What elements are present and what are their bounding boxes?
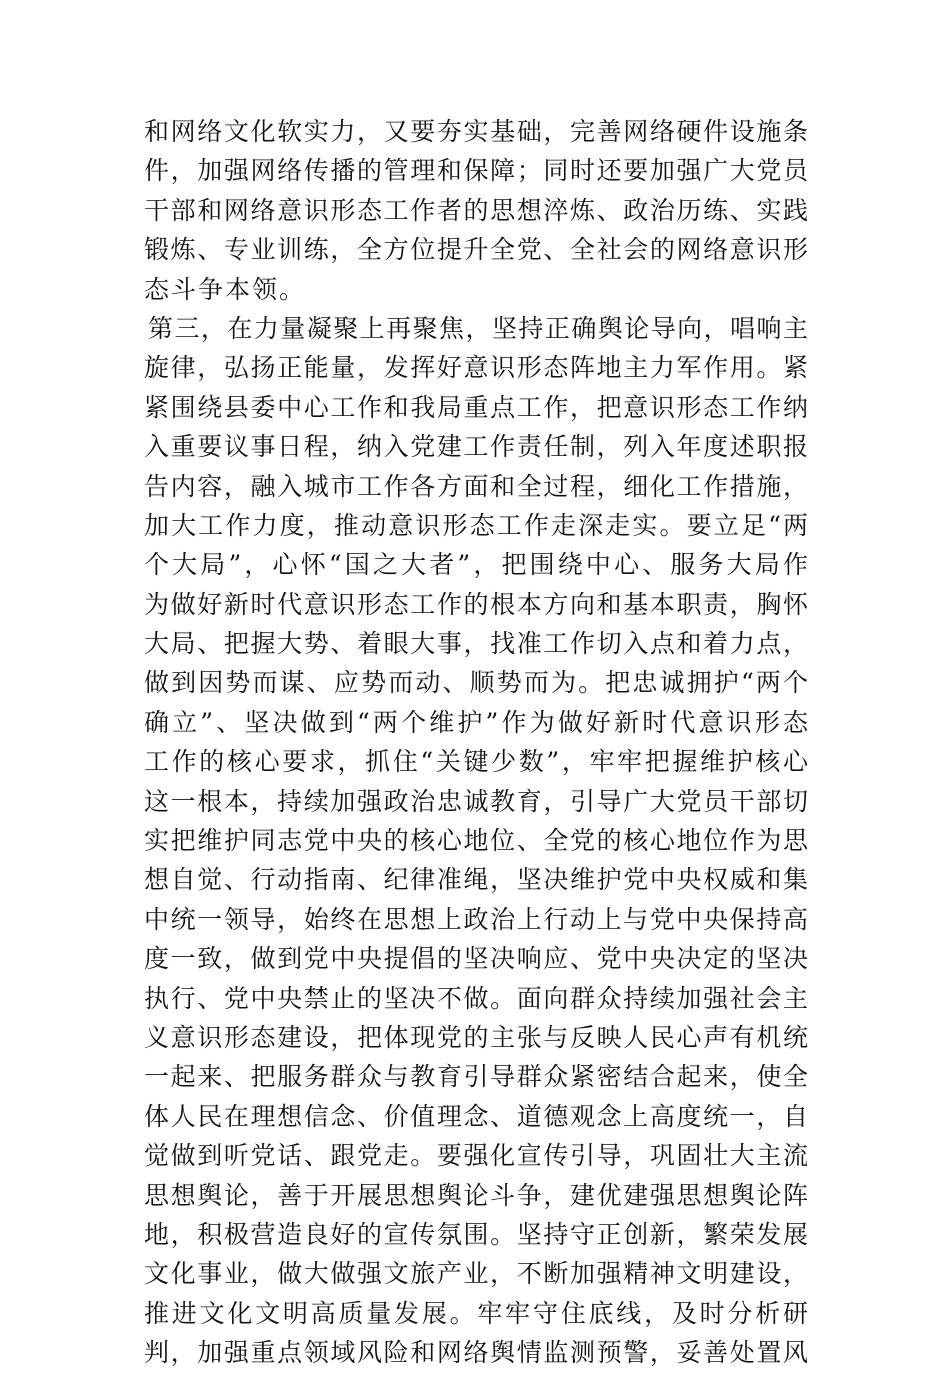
- text-line: 想自觉、行动指南、纪律准绳，坚决维护党中央权威和集: [144, 865, 808, 895]
- text-line: 工作的核心要求，抓住“关键少数”，牢牢把握维护核心: [144, 747, 808, 777]
- text-line: 锻炼、专业训练，全方位提升全党、全社会的网络意识形: [144, 235, 808, 265]
- text-line: 这一根本，持续加强政治忠诚教育，引导广大党员干部切: [144, 786, 808, 816]
- text-line: 做到因势而谋、应势而动、顺势而为。把忠诚拥护“两个: [144, 668, 808, 698]
- body-text: [144, 112, 808, 1373]
- text-line: 第三，在力量凝聚上再聚焦，坚持正确舆论导向，唱响主: [148, 313, 808, 343]
- text-line: 为做好新时代意识形态工作的根本方向和基本职责，胸怀: [144, 589, 808, 619]
- text-line: 度一致，做到党中央提倡的坚决响应、党中央决定的坚决: [144, 944, 808, 974]
- text-line: 义意识形态建设，把体现党的主张与反映人民心声有机统: [144, 1022, 808, 1052]
- text-line: 体人民在理想信念、价值理念、道德观念上高度统一，自: [144, 1101, 808, 1131]
- text-line: 一起来、把服务群众与教育引导群众紧密结合起来，使全: [144, 1062, 808, 1092]
- text-line: 推进文化文明高质量发展。牢牢守住底线，及时分析研: [144, 1298, 808, 1328]
- text-line: 觉做到听党话、跟党走。要强化宣传引导，巩固壮大主流: [144, 1141, 808, 1171]
- text-line: 判，加强重点领域风险和网络舆情监测预警，妥善处置风: [144, 1338, 808, 1368]
- text-line: 和网络文化软实力，又要夯实基础，完善网络硬件设施条: [144, 117, 808, 146]
- text-line: 个大局”，心怀“国之大者”，把围绕中心、服务大局作: [144, 550, 808, 580]
- text-line: 干部和网络意识形态工作者的思想淬炼、政治历练、实践: [144, 195, 808, 225]
- text-line: 大局、把握大势、着眼大事，找准工作切入点和着力点，: [144, 629, 808, 659]
- text-line: 件，加强网络传播的管理和保障；同时还要加强广大党员: [144, 156, 808, 186]
- text-line: 文化事业，做大做强文旅产业，不断加强精神文明建设，: [144, 1259, 808, 1289]
- text-line: 告内容，融入城市工作各方面和全过程，细化工作措施，: [144, 471, 808, 501]
- text-line: 紧围绕县委中心工作和我局重点工作，把意识形态工作纳: [144, 392, 808, 422]
- text-line: 加大工作力度，推动意识形态工作走深走实。要立足“两: [144, 510, 808, 540]
- text-line: 旋律，弘扬正能量，发挥好意识形态阵地主力军作用。紧: [144, 353, 808, 383]
- text-line: 中统一领导，始终在思想上政治上行动上与党中央保持高: [144, 904, 808, 934]
- text-line: 态斗争本领。: [144, 274, 307, 304]
- text-line: 执行、党中央禁止的坚决不做。面向群众持续加强社会主: [144, 983, 808, 1013]
- text-line: 思想舆论，善于开展思想舆论斗争，建优建强思想舆论阵: [144, 1180, 808, 1210]
- text-line: 地，积极营造良好的宣传氛围。坚持守正创新，繁荣发展: [144, 1219, 808, 1249]
- text-line: 实把维护同志党中央的核心地位、全党的核心地位作为思: [144, 826, 808, 856]
- text-line: 确立”、坚决做到“两个维护”作为做好新时代意识形态: [144, 707, 808, 737]
- text-line: 入重要议事日程，纳入党建工作责任制，列入年度述职报: [144, 432, 808, 462]
